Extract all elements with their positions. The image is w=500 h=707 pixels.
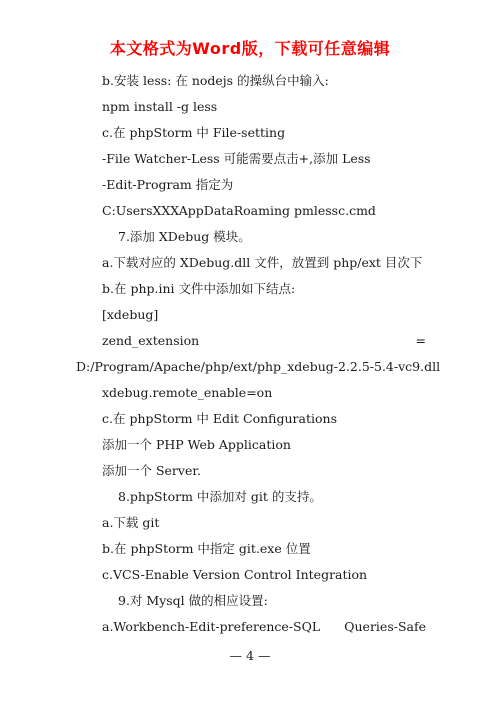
workbench-path: a.Workbench-Edit-preference-SQL [102,619,321,634]
page-number: — 4 — [229,648,271,663]
zend-extension-line [76,328,426,354]
section-heading: 9.对 Mysql 做的相应设置: [118,593,268,608]
document-body [76,68,441,640]
dll-path-line: D:/Program/Apache/php/ext/php_xdebug-2.2.5-5.4-vc9.dll [76,359,441,374]
zend-extension-key: zend_extension [102,333,200,348]
text-line: b.在 php.ini 文件中添加如下结点: [102,281,296,296]
text-line: npm install -g less [102,99,218,114]
text-line: a.下载 git [102,515,160,530]
section-heading: 8.phpStorm 中添加对 git 的支持。 [118,489,322,504]
text-line: c.在 phpStorm 中 File-setting [102,125,286,140]
text-line: -File Watcher-Less 可能需要点击+,添加 Less [102,151,371,166]
text-line: -Edit-Program 指定为 [102,177,234,192]
document-header: 本文格式为Word版，下载可任意编辑 [109,39,391,58]
text-line: b.安装 less: 在 nodejs 的操纵台中输入: [102,73,329,88]
text-line: c.VCS-Enable Version Control Integration [102,567,368,582]
text-line: c.在 phpStorm 中 Edit Configurations [102,411,337,426]
text-line: [xdebug] [102,307,159,322]
zend-extension-equals: = [415,333,426,348]
text-line: xdebug.remote_enable=on [102,385,273,400]
workbench-option: Queries-Safe [344,619,426,634]
text-line: a.下载对应的 XDebug.dll 文件，放置到 php/ext 目次下 [102,255,423,270]
text-line: b.在 phpStorm 中指定 git.exe 位置 [102,541,311,556]
workbench-line [76,614,426,640]
text-line: 添加一个 PHP Web Application [102,437,291,452]
section-heading: 7.添加 XDebug 模块。 [118,229,251,244]
text-line: C:UsersXXXAppDataRoaming pmlessc.cmd [102,203,376,218]
text-line: 添加一个 Server. [102,463,201,478]
